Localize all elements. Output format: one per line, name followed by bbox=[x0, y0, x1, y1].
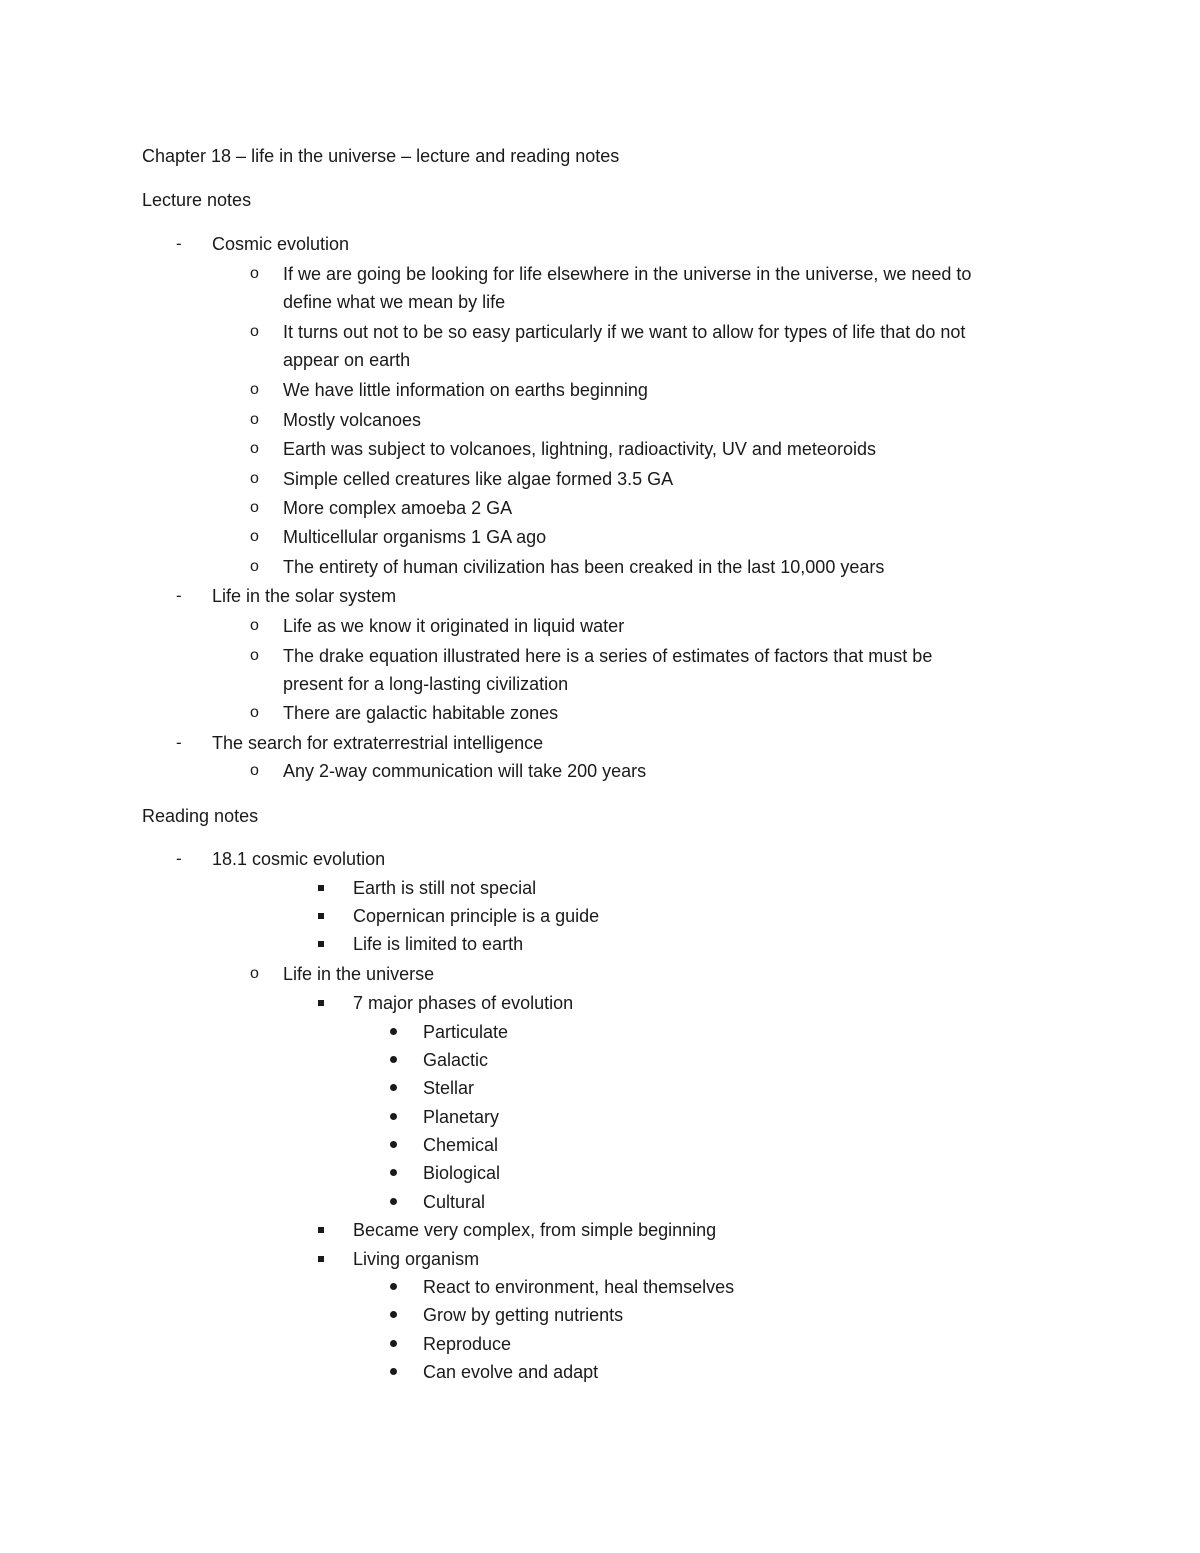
seti-label: The search for extraterrestrial intelligence bbox=[212, 733, 544, 753]
list-item: It turns out not to be so easy particularly if we want to allow for types of life that do not bbox=[283, 322, 966, 342]
list-item: Cultural bbox=[423, 1192, 486, 1212]
life-in-universe-label: Life in the universe bbox=[283, 964, 435, 984]
list-item: Stellar bbox=[423, 1078, 475, 1098]
list-item: The drake equation illustrated here is a series of estimates of factors that must be bbox=[283, 646, 933, 666]
round-bullet bbox=[390, 1076, 397, 1091]
circle-bullet: o bbox=[250, 558, 259, 575]
solar-system-label: Life in the solar system bbox=[212, 586, 397, 606]
list-item: Became very complex, from simple beginning bbox=[353, 1220, 717, 1240]
cosmic-evolution-label: Cosmic evolution bbox=[212, 234, 350, 254]
circle-bullet: o bbox=[250, 965, 259, 982]
list-item: Reproduce bbox=[423, 1334, 512, 1354]
list-item: Grow by getting nutrients bbox=[423, 1305, 624, 1325]
section-18-1-label: 18.1 cosmic evolution bbox=[212, 849, 386, 869]
square-bullet bbox=[318, 932, 324, 947]
list-item-continuation: define what we mean by life bbox=[283, 292, 506, 312]
list-item: Any 2-way communication will take 200 years bbox=[283, 761, 647, 781]
list-item: Galactic bbox=[423, 1050, 489, 1070]
list-item: Copernican principle is a guide bbox=[353, 906, 600, 926]
list-item: Life as we know it originated in liquid water bbox=[283, 616, 625, 636]
square-bullet bbox=[318, 1218, 324, 1233]
round-bullet bbox=[390, 1275, 397, 1290]
round-bullet bbox=[390, 1020, 397, 1035]
circle-bullet: o bbox=[250, 265, 259, 282]
square-bullet bbox=[318, 1247, 324, 1262]
circle-bullet: o bbox=[250, 411, 259, 428]
lecture-notes-heading: Lecture notes bbox=[142, 190, 252, 210]
list-item: Chemical bbox=[423, 1135, 499, 1155]
circle-bullet: o bbox=[250, 704, 259, 721]
list-item: Multicellular organisms 1 GA ago bbox=[283, 527, 547, 547]
list-item: Earth is still not special bbox=[353, 878, 537, 898]
list-item: Earth was subject to volcanoes, lightning, radioactivity, UV and meteoroids bbox=[283, 439, 876, 459]
dash-bullet: - bbox=[176, 586, 182, 605]
round-bullet bbox=[390, 1360, 397, 1375]
list-item: If we are going be looking for life elsewhere in the universe in the universe, we need to bbox=[283, 264, 972, 284]
list-item: Planetary bbox=[423, 1107, 500, 1127]
dash-bullet: - bbox=[176, 849, 182, 868]
phases-label: 7 major phases of evolution bbox=[353, 993, 574, 1013]
list-item: There are galactic habitable zones bbox=[283, 703, 559, 723]
list-item-continuation: appear on earth bbox=[283, 350, 411, 370]
document-title: Chapter 18 – life in the universe – lecture and reading notes bbox=[142, 146, 620, 166]
square-bullet bbox=[318, 991, 324, 1006]
round-bullet bbox=[390, 1161, 397, 1176]
square-bullet bbox=[318, 904, 324, 919]
round-bullet bbox=[390, 1303, 397, 1318]
circle-bullet: o bbox=[250, 762, 259, 779]
round-bullet bbox=[390, 1105, 397, 1120]
circle-bullet: o bbox=[250, 381, 259, 398]
list-item: The entirety of human civilization has been creaked in the last 10,000 years bbox=[283, 557, 885, 577]
circle-bullet: o bbox=[250, 647, 259, 664]
round-bullet bbox=[390, 1133, 397, 1148]
dash-bullet: - bbox=[176, 234, 182, 253]
circle-bullet: o bbox=[250, 499, 259, 516]
list-item: Can evolve and adapt bbox=[423, 1362, 599, 1382]
circle-bullet: o bbox=[250, 440, 259, 457]
dash-bullet: - bbox=[176, 733, 182, 752]
reading-notes-heading: Reading notes bbox=[142, 806, 259, 826]
list-item: Simple celled creatures like algae formed 3.5 GA bbox=[283, 469, 674, 489]
living-organism-label: Living organism bbox=[353, 1249, 480, 1269]
list-item: React to environment, heal themselves bbox=[423, 1277, 735, 1297]
square-bullet bbox=[318, 876, 324, 891]
list-item: Biological bbox=[423, 1163, 501, 1183]
list-item: We have little information on earths beginning bbox=[283, 380, 648, 400]
list-item: Mostly volcanoes bbox=[283, 410, 422, 430]
circle-bullet: o bbox=[250, 470, 259, 487]
circle-bullet: o bbox=[250, 528, 259, 545]
round-bullet bbox=[390, 1048, 397, 1063]
round-bullet bbox=[390, 1332, 397, 1347]
list-item: Life is limited to earth bbox=[353, 934, 524, 954]
list-item: More complex amoeba 2 GA bbox=[283, 498, 513, 518]
circle-bullet: o bbox=[250, 617, 259, 634]
list-item: Particulate bbox=[423, 1022, 509, 1042]
list-item-continuation: present for a long-lasting civilization bbox=[283, 674, 569, 694]
circle-bullet: o bbox=[250, 323, 259, 340]
round-bullet bbox=[390, 1190, 397, 1205]
